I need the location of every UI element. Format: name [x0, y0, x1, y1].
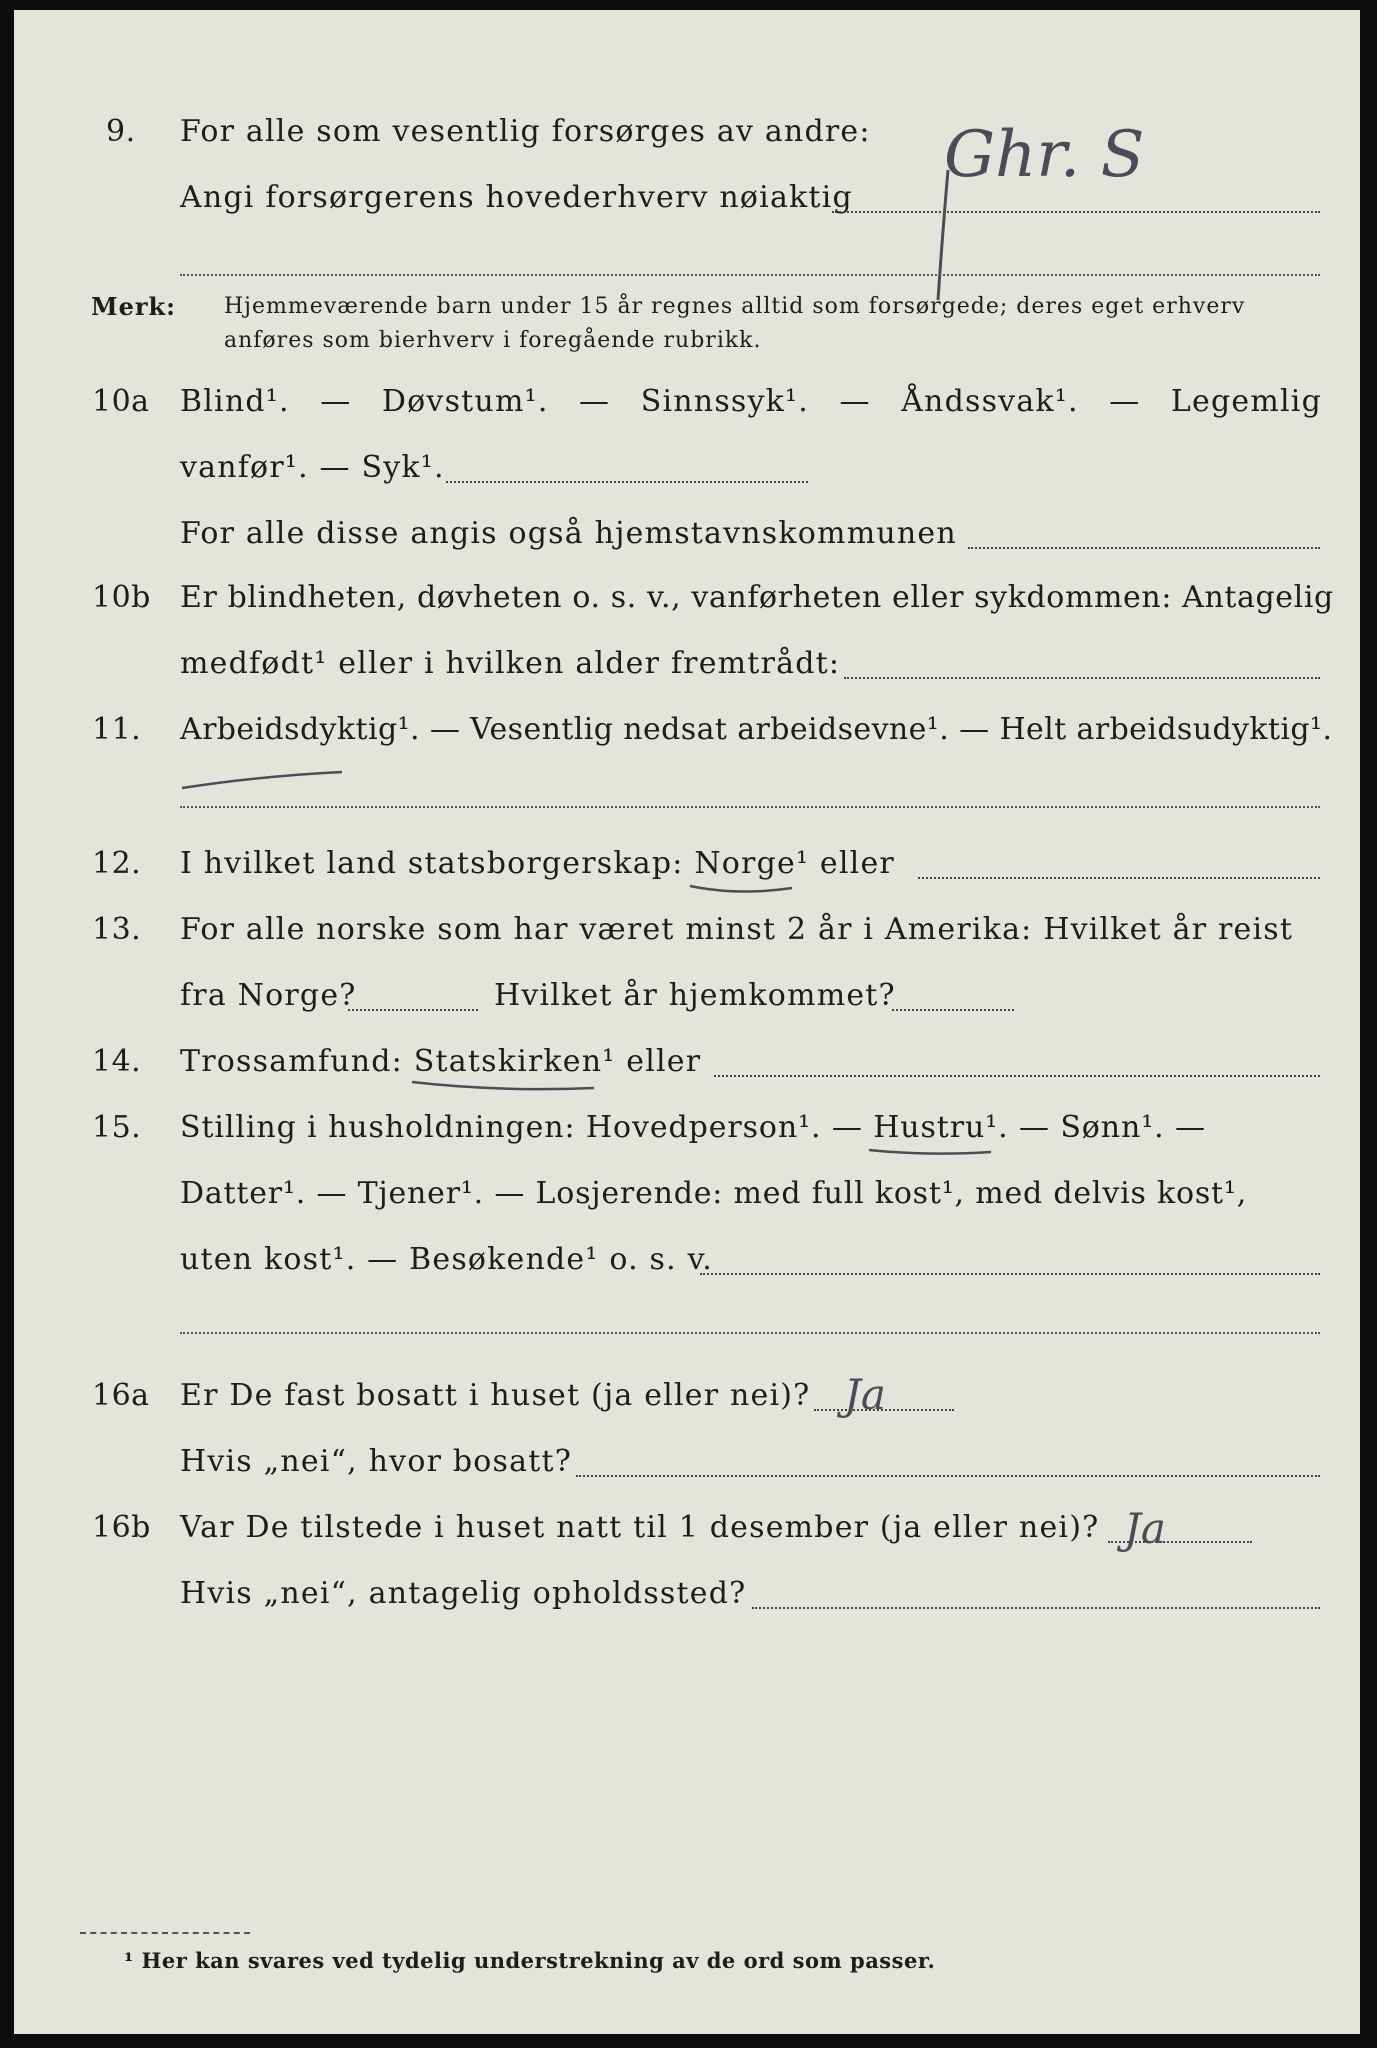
question-text: For alle disse angis også hjemstavnskommunen [180, 516, 957, 551]
question-number: 11. [92, 712, 142, 747]
question-text: For alle norske som har været minst 2 år i Amerika: Hvilket år reist [180, 912, 1294, 947]
question-options [180, 384, 1322, 419]
answer-line [968, 547, 1320, 549]
footnote-text: ¹ Her kan svares ved tydelig understrekning av de ord som passer. [124, 1948, 936, 1973]
question-number: 12. [92, 846, 142, 881]
answer-line [700, 1273, 1320, 1275]
handwriting-stroke [934, 160, 954, 310]
answer-line [892, 1009, 1014, 1011]
question-number: 14. [92, 1044, 142, 1079]
answer-line [180, 1332, 1320, 1334]
question-text: Trossamfund: Statskirken¹ eller [180, 1044, 701, 1079]
question-text: uten kost¹. — Besøkende¹ o. s. v. [180, 1242, 713, 1277]
option-text: Blind¹. [180, 384, 290, 419]
answer-line [446, 481, 808, 483]
handwritten-answer: Ja [844, 1370, 886, 1419]
answer-line [576, 1475, 1320, 1477]
answer-line [918, 877, 1320, 879]
dash: — [839, 384, 871, 419]
question-text: Arbeidsdyktig¹. — Vesentlig nedsat arbeidsevne¹. — Helt arbeidsudyktig¹. [180, 712, 1333, 747]
underline-stroke [688, 880, 798, 896]
question-text: I hvilket land statsborgerskap: Norge¹ eller [180, 846, 895, 881]
dash: — [1109, 384, 1141, 419]
note-label: Merk: [91, 292, 176, 321]
option-text: Døvstum¹. [381, 384, 549, 419]
answer-line [752, 1607, 1320, 1609]
answer-line [714, 1075, 1320, 1077]
underlined-choice: Hustru¹. [873, 1110, 1008, 1145]
handwriting-stroke [180, 766, 350, 796]
underlined-choice: Norge¹ [694, 846, 809, 881]
question-text: Angi forsørgerens hovederhverv nøiaktig [180, 180, 853, 215]
question-text: fra Norge? [180, 978, 357, 1013]
census-form-page [14, 10, 1360, 2034]
question-text: Hvilket år hjemkommet? [494, 978, 896, 1013]
question-text: vanfør¹. — Syk¹. [180, 450, 445, 485]
dash: — [320, 384, 352, 419]
answer-line [180, 274, 1320, 276]
question-text: Hvis „nei“, hvor bosatt? [180, 1444, 573, 1479]
question-text: medfødt¹ eller i hvilken alder fremtrådt: [180, 646, 841, 681]
option-text: Åndssvak¹. [901, 384, 1079, 419]
handwritten-answer: Ghr. S [944, 118, 1145, 192]
underlined-choice: Statskirken¹ [414, 1044, 616, 1079]
question-number: 16a [92, 1378, 150, 1413]
question-number: 13. [92, 912, 142, 947]
answer-line [832, 211, 1320, 213]
footnote-rule [80, 1932, 250, 1934]
answer-line [180, 806, 1320, 808]
answer-line [348, 1009, 478, 1011]
question-number: 15. [92, 1110, 142, 1145]
question-text: Datter¹. — Tjener¹. — Losjerende: med full kost¹, med delvis kost¹, [180, 1176, 1248, 1211]
underline-stroke [867, 1144, 997, 1160]
question-text: Stilling i husholdningen: Hovedperson¹. — Hustru¹. — Sønn¹. — [180, 1110, 1206, 1145]
handwritten-answer: Ja [1124, 1504, 1166, 1553]
question-text: Er blindheten, døvheten o. s. v., vanførheten eller sykdommen: Antagelig [180, 580, 1334, 615]
dash: — [579, 384, 611, 419]
option-text: Sinnssyk¹. [640, 384, 810, 419]
answer-line [844, 677, 1320, 679]
note-text: Hjemmeværende barn under 15 år regnes alltid som forsørgede; deres eget erhverv [224, 294, 1246, 319]
underline-stroke [410, 1078, 600, 1094]
note-text: anføres som bierhverv i foregående rubrikk. [224, 328, 762, 353]
question-text: Er De fast bosatt i huset (ja eller nei)? [180, 1378, 811, 1413]
question-number: 10b [92, 580, 151, 615]
question-text: Var De tilstede i huset natt til 1 desember (ja eller nei)? [180, 1510, 1100, 1545]
question-number: 9. [106, 114, 136, 149]
question-text: For alle som vesentlig forsørges av andre: [180, 114, 871, 149]
question-text: Hvis „nei“, antagelig opholdssted? [180, 1576, 747, 1611]
question-number: 10a [92, 384, 150, 419]
question-number: 16b [92, 1510, 151, 1545]
option-text: Legemlig [1170, 384, 1322, 419]
